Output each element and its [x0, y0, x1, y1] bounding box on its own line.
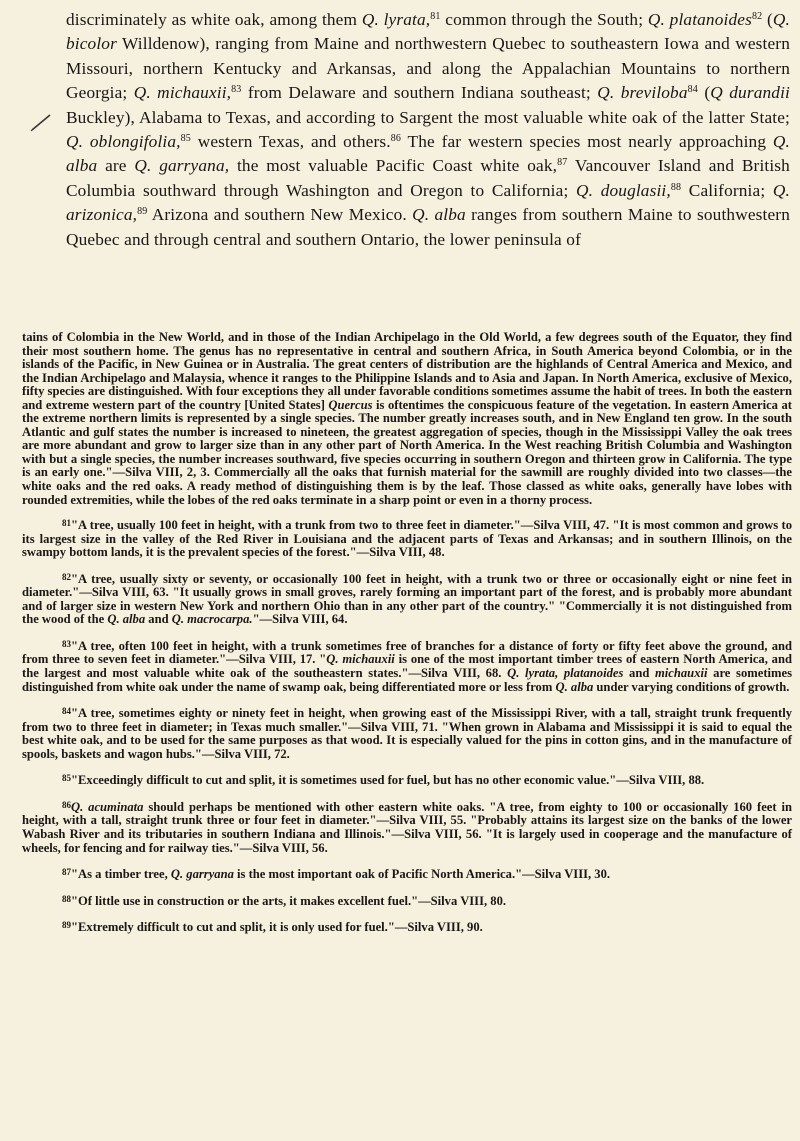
species-name: Q. platanoides: [647, 10, 752, 29]
footnote-number: 84: [62, 706, 71, 717]
footnote-87: $^{87}$"As a timber tree, Q. garryana is the most important oak of Pacific North America."—Silva VIII, 30.: [62, 867, 611, 882]
species-name: Q. breviloba: [597, 83, 688, 103]
footnote-number: 82: [62, 571, 71, 582]
footnote-ref: 82: [751, 11, 763, 22]
footnote-ref: 84: [687, 84, 698, 96]
body-paragraph: discriminately as white oak, among them Q. lyrata,$^{81}$ common through the South; Q. platanoides$^{82}$ (Q. bicolor Willdenow), ranging from Maine and northwestern Quebec to southeastern Iowa and western Missouri, northern Kentucky and Arkansas, and along the Appalachian Mountains to northern Georgia; Q. michauxii,$^{83}$ from Delaware and southern Indiana southeast; Q. breviloba$^{84}$ (Q durandii Buckley), Alabama to Texas, and according to Sargent the most valuable white oak of the latter State; Q. oblongifolia,$^{85}$ western Texas, and others.$^{86}$ The far western species most nearly approaching Q. alba are Q. garryana, the most valuable Pacific Coast white oak,$^{87}$ Vancouver Island and British Columbia southward through Washington and Oregon to California; Q. douglasii,$^{88}$ California; Q. arizonica,$^{89}$ Arizona and southern New Mexico. Q. alba ranges from southern Maine to southwestern Quebec and through central and southern Ontario, the lower peninsula of: [66, 10, 790, 249]
footnote-continued: tains of Colombia in the New World, and in those of the Indian Archipelago in the Old World, a few degrees south of the Equator, they find their most southern home. The genus has no representative in central and southern Africa, in South America beyond Colombia, or in the islands of the Pacific, in New Guinea or in Australia. The great centers of distribution are the highlands of Central America and Mexico, and the Indian Archipelago and Malaysia, whence it ranges to the Philippine Islands and to Asia and Japan. In North America, exclusive of Mexico, fifty species are distinguished. With four exceptions they all under favorable conditions sometimes assume the habit of trees. In both the eastern and extreme western part of the country [United States] Quercus is oftentimes the conspicuous feature of the vegetation. In eastern America at the extreme northern limits is represented by a single species. The number greatly increases south, and in New England ten grow. In the south Atlantic and gulf states the number is increased to nineteen, the greatest aggregation of species, though in the Mississippi Valley the oak trees are more abundant and grow to larger size than in any other part of North America. In the West reaching British Columbia and Washington with but a single species, the number increases southward, five species occurring in southern Oregon and thirteen grow in California. The type is an early one."—Silva VIII, 2, 3. Commercially all the oaks that furnish material for the sawmill are roughly divided into two classes—the white oaks and the red oaks. A ready method of distinguishing them is by the leaf. Those classed as white oaks, generally have lobes with rounded extremities, while the lobes of the red oaks terminate in a sharp point or even in a thorny process.: [22, 330, 792, 507]
footnote-84: $^{84}$"A tree, sometimes eighty or ninety feet in height, when growing east of the Mississippi River, with a tall, straight trunk frequently from two to three feet in diameter; in Texas much smaller."—Silva VIII, 71. "When grown in Alabama and Mississippi it is said to equal the best white oak, and to be used for the same purposes as that wood. It is especially valued for the pins in cotton gins, and in the manufacture of spools, baskets and wagon hubs."—Silva VIII, 72.: [22, 706, 792, 761]
species-name: Q. alba: [66, 132, 790, 176]
species-name: Q. lyrata,: [361, 10, 431, 29]
footnote-ref: 86: [390, 133, 402, 145]
footnote-86: $^{86}$Q. acuminata should perhaps be mentioned with other eastern white oaks. "A tree, from eighty to 100 or occasionally 160 feet in height, with a tall, straight trunk three or four feet in diameter."—Silva VIII, 55. "Probably attains its largest size on the banks of the lower Wabash River and its tributaries in southern Indiana and Illinois."—Silva VIII, 56. "It is largely used in cooperage and the manufacture of wheels, for fencing and for railway ties."—Silva VIII, 56.: [22, 799, 792, 855]
footnote-ref: 89: [137, 206, 148, 218]
footnote-ref: 81: [430, 11, 441, 22]
species-name: Q. alba: [412, 205, 466, 225]
footnote-ref: 87: [557, 157, 568, 169]
pencil-mark-icon: [30, 112, 52, 132]
species-name: Q. oblongifolia,: [66, 132, 181, 152]
footnote-85: $^{85}$"Exceedingly difficult to cut and split, it is sometimes used for fuel, but has no other economic value."—Silva VIII, 88.: [62, 773, 705, 788]
footnote-number: 85: [62, 773, 71, 784]
footnote-ref: 85: [180, 133, 191, 145]
footnote-ref: 83: [231, 84, 242, 96]
species-name: Q. garryana,: [134, 156, 230, 176]
footnote-number: 88: [62, 893, 71, 904]
footnote-89: $^{89}$"Extremely difficult to cut and split, it is only used for fuel."—Silva VIII, 90.: [62, 920, 483, 935]
footnote-82: $^{82}$"A tree, usually sixty or seventy, or occasionally 100 feet in height, with a trunk two or three or occasionally eight or nine feet in diameter."—Silva VIII, 63. "It usually grows in small groves, rarely forming an important part of the forest, and is probably more abundant and of larger size in western New York and northern Ohio than in any other part of the country." "Commercially it is not distinguished from the wood of the Q. alba and Q. macrocarpa."—Silva VIII, 64.: [22, 571, 792, 627]
species-name: Q durandii: [710, 83, 790, 103]
species-name: Q. bicolor: [66, 10, 790, 54]
footnote-number: 81: [62, 518, 71, 529]
footnote-83: $^{83}$"A tree, often 100 feet in height, with a trunk sometimes free of branches for a distance of forty or fifty feet above the ground, and from three to seven feet in diameter."—Silva VIII, 17. "Q. michauxii is one of the most important timber trees of eastern North America, and the largest and most valuable white oak of the southeastern states."—Silva VIII, 68. Q. lyrata, platanoides and michauxii are sometimes distinguished from white oak under the name of swamp oak, being differentiated more or less from Q. alba under varying conditions of growth.: [22, 638, 793, 694]
footnotes-section: [22, 331, 792, 946]
footnote-number: 89: [62, 920, 71, 931]
species-name: Q. arizonica,: [66, 180, 790, 225]
footnote-81: $^{81}$"A tree, usually 100 feet in height, with a trunk from two to three feet in diameter."—Silva VIII, 47. "It is most common and grows to its largest size in the valley of the Red River in Louisiana and the adjacent parts of Texas and Arkansas; and in southern Illinois, on the swampy bottom lands, it is the prevalent species of the forest."—Silva VIII, 48.: [22, 518, 792, 560]
species-name: Q. michauxii,: [133, 83, 232, 103]
footnote-88: $^{88}$"Of little use in construction or the arts, it makes excellent fuel."—Silva VIII, 80.: [62, 893, 507, 908]
footnote-number: 87: [62, 867, 71, 878]
footnote-number: 83: [62, 638, 71, 649]
footnote-number: 86: [62, 799, 71, 810]
footnote-ref: 88: [670, 181, 682, 193]
species-name: Q. douglasii,: [576, 180, 671, 200]
